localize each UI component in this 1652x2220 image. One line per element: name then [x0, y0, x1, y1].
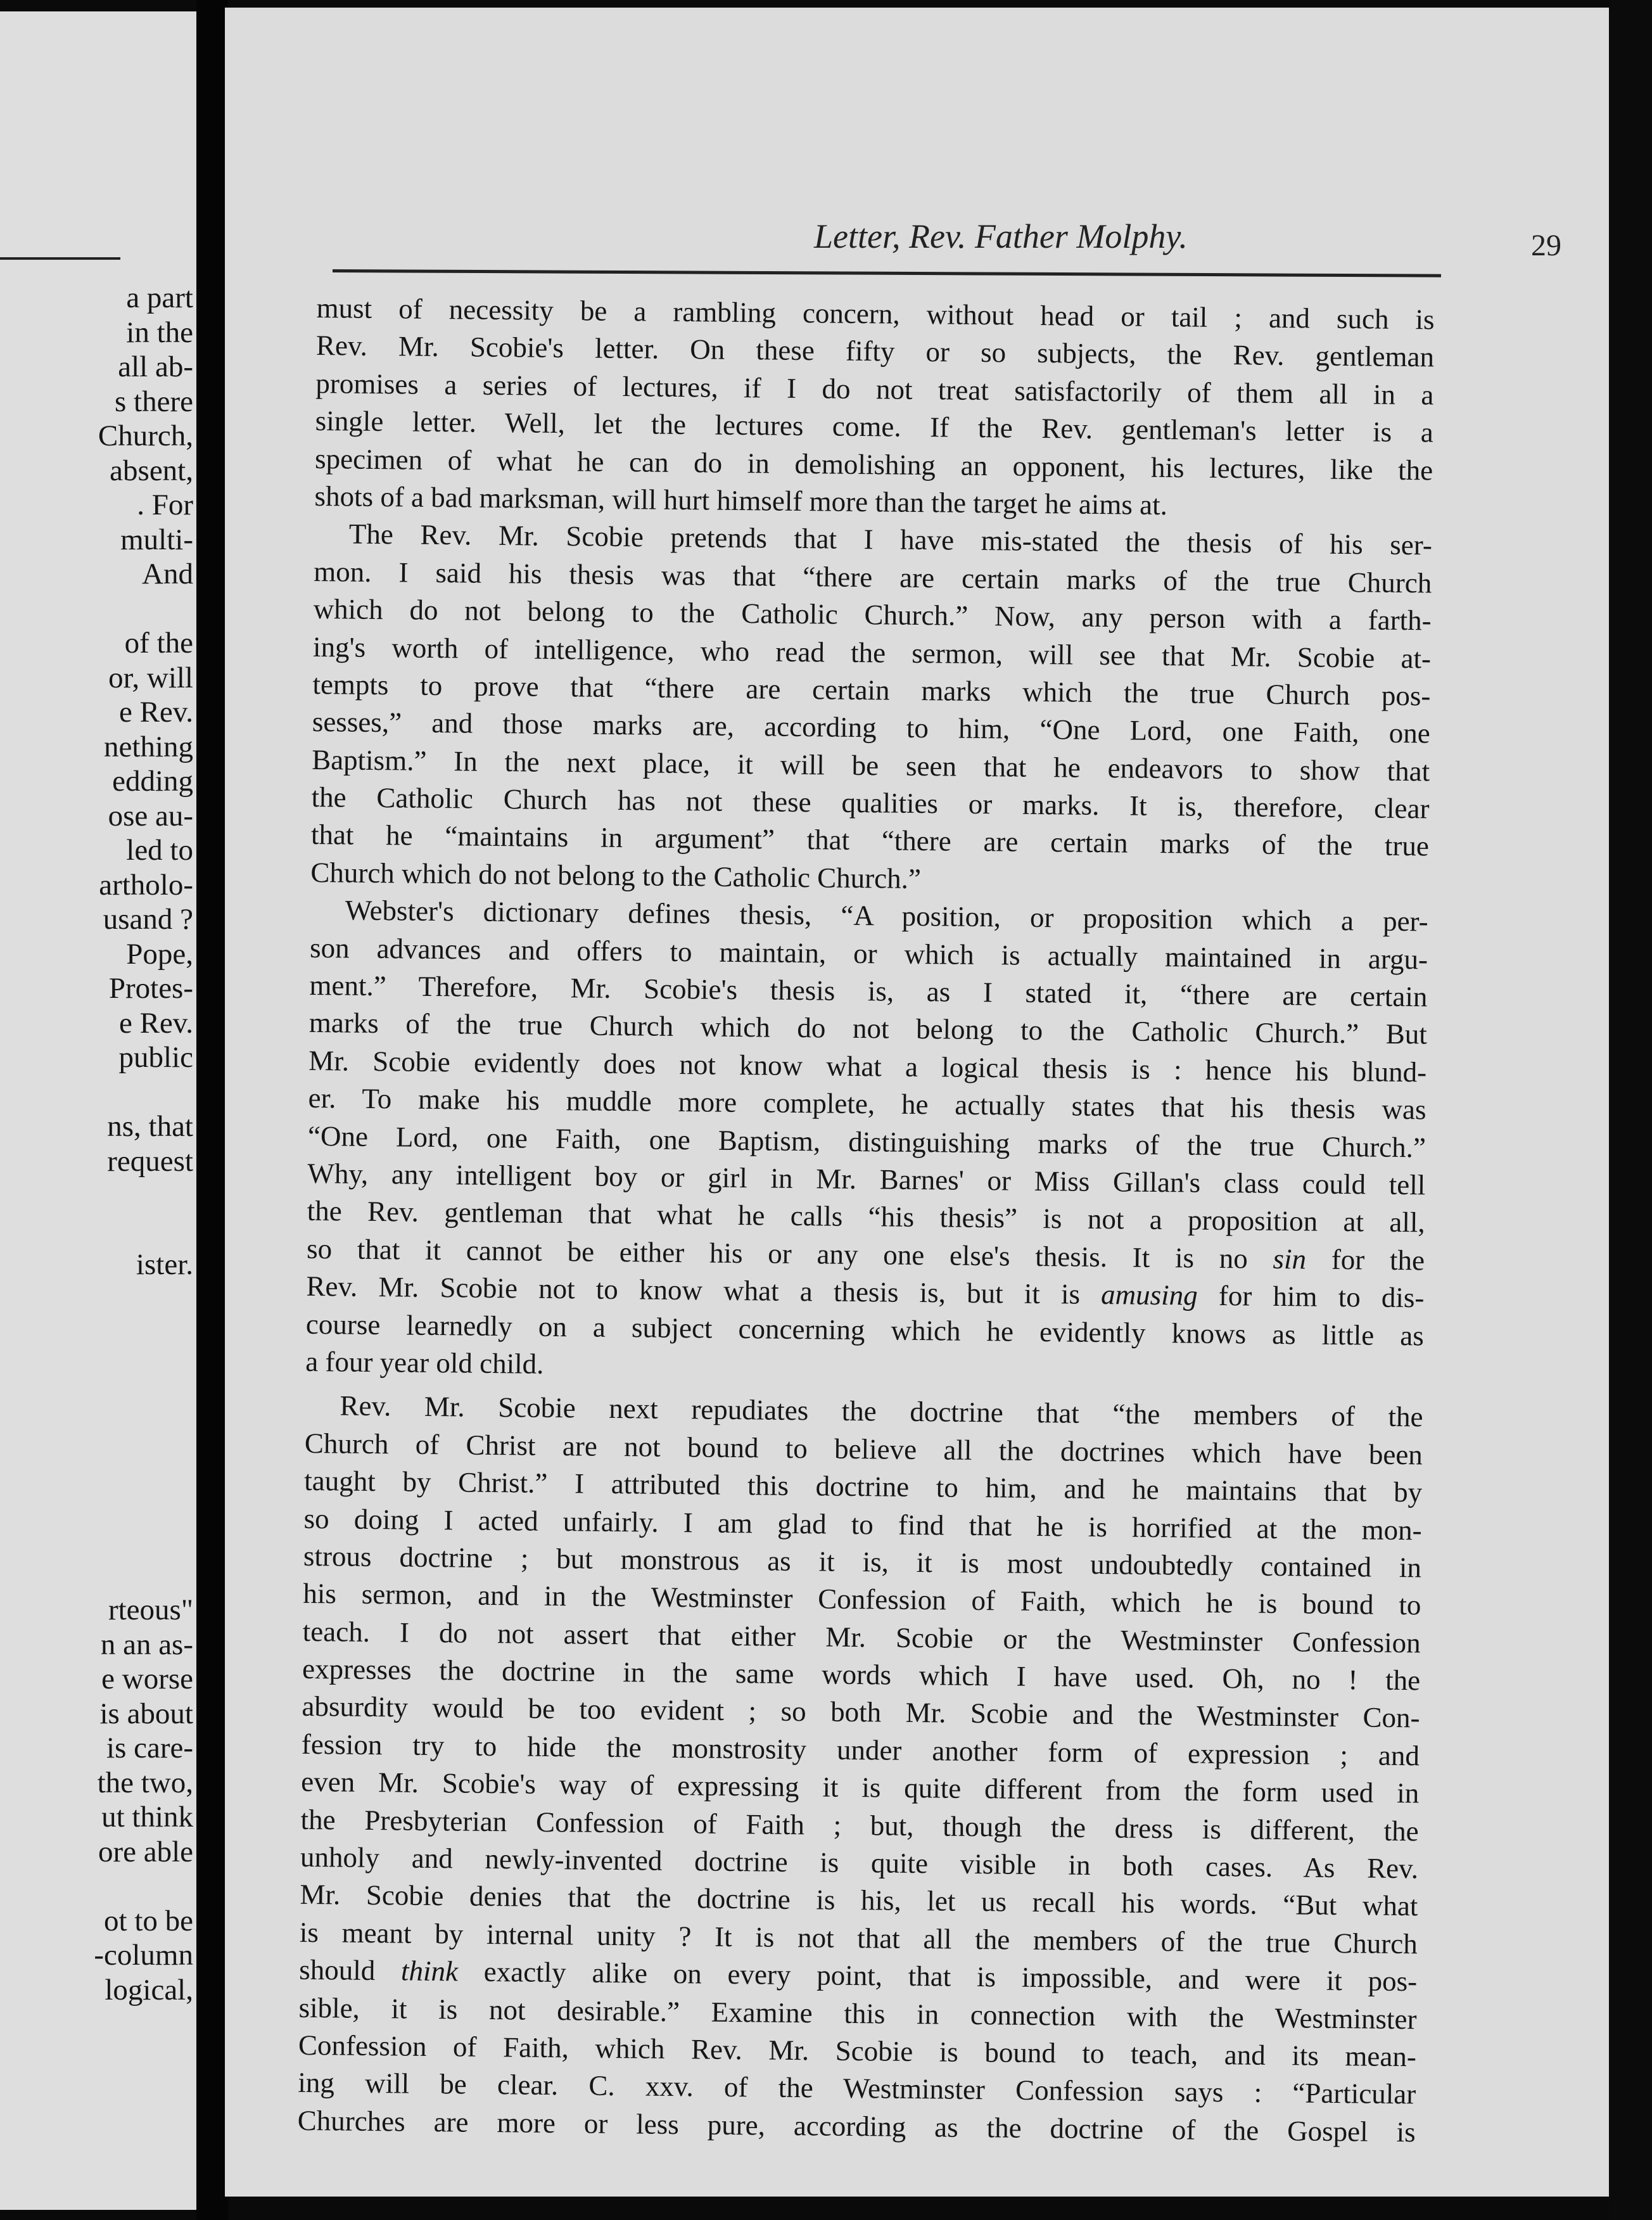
- facing-page-line: in the: [126, 316, 193, 349]
- book-gutter: [196, 0, 228, 2220]
- facing-page-line: [0, 1351, 193, 1386]
- text-line: even Mr. Scobie's way of expressing it is quite different from the form used in: [301, 1766, 1420, 1809]
- text-line: teach. I do not assert that either Mr. Scobie or the Westminster Confession: [302, 1615, 1421, 1659]
- facing-page-line: [0, 1317, 193, 1351]
- facing-page-line: n an as-: [100, 1628, 193, 1661]
- facing-page-line: s there: [115, 385, 193, 418]
- text-line: Baptism.” In the next place, it will be seen that he endeavors to show that: [311, 743, 1430, 788]
- facing-page-line: ore able: [98, 1835, 193, 1868]
- page-number: 29: [1531, 229, 1561, 262]
- facing-page-fragment: [0, 11, 196, 2210]
- facing-page-line: multi-: [120, 523, 193, 556]
- facing-page-rule: [0, 257, 120, 260]
- text-line: ment.” Therefore, Mr. Scobie's thesis is, as I stated it, “there are certain: [309, 969, 1428, 1013]
- page-header: [352, 217, 1561, 267]
- facing-page-line: ot to be: [104, 1904, 193, 1937]
- facing-page-line: [0, 1075, 193, 1110]
- facing-page-line: ister.: [136, 1248, 193, 1281]
- facing-page-line: [0, 1869, 193, 1904]
- facing-page-line: ns, that: [107, 1110, 193, 1143]
- facing-page-line: is about: [99, 1697, 193, 1730]
- facing-page-line: led to: [126, 834, 193, 867]
- body-text: [297, 290, 1434, 2151]
- text-line: strous doctrine ; but monstrous as it is, it is most undoubtedly contained in: [303, 1540, 1422, 1584]
- running-title: Letter, Rev. Father Molphy.: [814, 217, 1188, 255]
- facing-page-line: public: [118, 1041, 193, 1074]
- facing-page-line: edding: [112, 765, 193, 798]
- text-line: expresses the doctrine in the same words which I have used. Oh, no ! the: [302, 1652, 1421, 1697]
- facing-page-line: [0, 1559, 193, 1593]
- text-line: must of necessity be a rambling concern, without head or tail ; and such is: [316, 291, 1435, 336]
- text-line: Churches are more or less pure, according as the doctrine of the Gospel is: [297, 2104, 1416, 2148]
- text-line: tempts to prove that “there are certain marks which the true Church pos-: [312, 668, 1431, 712]
- facing-page-line: Church,: [98, 419, 193, 452]
- text-line: Mr. Scobie denies that the doctrine is his, let us recall his words. “But what: [300, 1879, 1418, 1922]
- facing-page-line: all ab-: [118, 350, 193, 383]
- facing-page-line: usand ?: [103, 903, 193, 936]
- text-line: his sermon, and in the Westminster Confession of Faith, which he is bound to: [303, 1578, 1421, 1621]
- facing-page-line: or, will: [108, 661, 193, 694]
- text-line: that he “maintains in argument” that “there are certain marks of the true: [310, 819, 1430, 862]
- text-line: son advances and offers to maintain, or which is actually maintained in argu-: [309, 931, 1428, 976]
- text-line: Mr. Scobie evidently does not know what a logical thesis is : hence his blund-: [308, 1044, 1427, 1088]
- text-line: taught by Christ.” I attributed this doctrine to him, and he maintains that by: [304, 1465, 1423, 1509]
- text-line: so doing I acted unfairly. I am glad to find that he is horrified at the mon-: [303, 1502, 1422, 1546]
- facing-page-line: e Rev.: [118, 696, 193, 729]
- facing-page-line: [0, 1420, 193, 1455]
- facing-page-line: e Rev.: [118, 1006, 193, 1040]
- header-rule: [333, 269, 1441, 278]
- facing-page-line: the two,: [97, 1766, 193, 1799]
- text-line: ing will be clear. C. xxv. of the Westminster Confession says : “Particular: [298, 2067, 1416, 2110]
- text-line: a four year old child.: [305, 1345, 544, 1380]
- facing-page-line: [0, 1178, 193, 1213]
- facing-page-line: a part: [126, 281, 193, 314]
- text-line: “One Lord, one Faith, one Baptism, distinguishing marks of the true Church.”: [307, 1120, 1426, 1164]
- text-line: course learnedly on a subject concerning which he evidently knows as little as: [305, 1308, 1425, 1351]
- text-line: should think exactly alike on every point, that is impossible, and were it pos-: [298, 1954, 1418, 1998]
- facing-page-line: request: [107, 1144, 193, 1178]
- facing-page-line: absent,: [110, 454, 193, 487]
- facing-page-line: ut think: [101, 1801, 193, 1834]
- page-29: [225, 8, 1609, 2197]
- facing-page-line: rteous": [108, 1593, 193, 1626]
- facing-page-line: [0, 1490, 193, 1524]
- text-line: unholy and newly-invented doctrine is quite visible in both cases. As Rev.: [300, 1840, 1419, 1885]
- text-line: is meant by internal unity ? It is not that all the members of the true Church: [299, 1916, 1418, 1960]
- text-line: Rev. Mr. Scobie's letter. On these fifty or so subjects, the Rev. gentleman: [315, 329, 1435, 373]
- facing-page-line: . For: [137, 488, 193, 521]
- text-line: promises a series of lectures, if I do not treat satisfactorily of them all in a: [315, 367, 1434, 411]
- text-line: which do not belong to the Catholic Church.” Now, any person with a farth-: [313, 593, 1432, 637]
- text-line: The Rev. Mr. Scobie pretends that I have mis-stated the thesis of his ser-: [348, 518, 1433, 561]
- text-line: specimen of what he can do in demolishing an opponent, his lectures, like the: [314, 442, 1433, 487]
- text-line: the Rev. gentleman that what he calls “his thesis” is not a proposition at all,: [307, 1195, 1425, 1239]
- facing-page-line: -column: [94, 1939, 193, 1972]
- facing-page-line: logical,: [105, 1973, 193, 2006]
- facing-page-line: And: [142, 558, 193, 590]
- facing-page-line: [0, 1213, 193, 1248]
- facing-page-line: [0, 1282, 193, 1317]
- text-line: Rev. Mr. Scobie next repudiates the doctrine that “the members of the: [340, 1389, 1423, 1433]
- text-line: Webster's dictionary defines thesis, “A position, or proposition which a per-: [345, 894, 1428, 938]
- facing-page-line: Pope,: [126, 937, 193, 971]
- facing-page-line: [0, 1455, 193, 1490]
- facing-page-line: [0, 1524, 193, 1559]
- facing-page-line: artholo-: [99, 868, 193, 902]
- text-line: Why, any intelligent boy or girl in Mr. Barnes' or Miss Gillan's class could tell: [307, 1157, 1426, 1201]
- facing-page-line: Protes-: [108, 972, 193, 1005]
- text-line: sible, it is not desirable.” Examine this in connection with the Westminster: [298, 1991, 1417, 2035]
- text-line: single letter. Well, let the lectures come. If the Rev. gentleman's letter is a: [315, 405, 1433, 449]
- facing-page-line: is care-: [106, 1732, 193, 1764]
- text-line: ing's worth of intelligence, who read the sermon, will see that Mr. Scobie at-: [312, 630, 1432, 674]
- text-line: sesses,” and those marks are, according to him, “One Lord, one Faith, one: [312, 706, 1431, 750]
- text-line: fession try to hide the monstrosity under another form of expression ; and: [301, 1728, 1420, 1772]
- facing-page-line: nething: [104, 730, 193, 763]
- text-line: marks of the true Church which do not belong to the Catholic Church.” But: [308, 1007, 1428, 1050]
- text-line: the Catholic Church has not these qualities or marks. It is, therefore, clear: [311, 781, 1430, 825]
- text-line: er. To make his muddle more complete, he actually states that his thesis was: [308, 1082, 1426, 1126]
- facing-page-text: [0, 281, 193, 2007]
- facing-page-line: of the: [124, 627, 193, 660]
- facing-page-line: [0, 592, 193, 627]
- text-line: Church which do not belong to the Catholic Church.”: [310, 856, 922, 895]
- text-line: Church of Christ are not bound to believe all the doctrines which have been: [304, 1427, 1423, 1471]
- text-line: so that it cannot be either his or any one else's thesis. It is no sin for the: [306, 1232, 1425, 1277]
- facing-page-line: e worse: [101, 1662, 193, 1695]
- text-line: shots of a bad marksman, will hurt himself more than the target he aims at.: [314, 480, 1168, 521]
- text-line: Confession of Faith, which Rev. Mr. Scobie is bound to teach, and its mean-: [298, 2029, 1417, 2073]
- facing-page-line: [0, 1386, 193, 1420]
- text-line: the Presbyterian Confession of Faith ; but, though the dress is different, the: [300, 1803, 1419, 1847]
- text-line: mon. I said his thesis was that “there are certain marks of the true Church: [314, 555, 1432, 599]
- text-line: absurdity would be too evident ; so both Mr. Scobie and the Westminster Con-: [302, 1690, 1420, 1734]
- text-line: Rev. Mr. Scobie not to know what a thesis is, but it is amusing for him to dis-: [306, 1270, 1425, 1314]
- facing-page-line: ose au-: [108, 799, 193, 832]
- scan-border: [1609, 0, 1652, 2220]
